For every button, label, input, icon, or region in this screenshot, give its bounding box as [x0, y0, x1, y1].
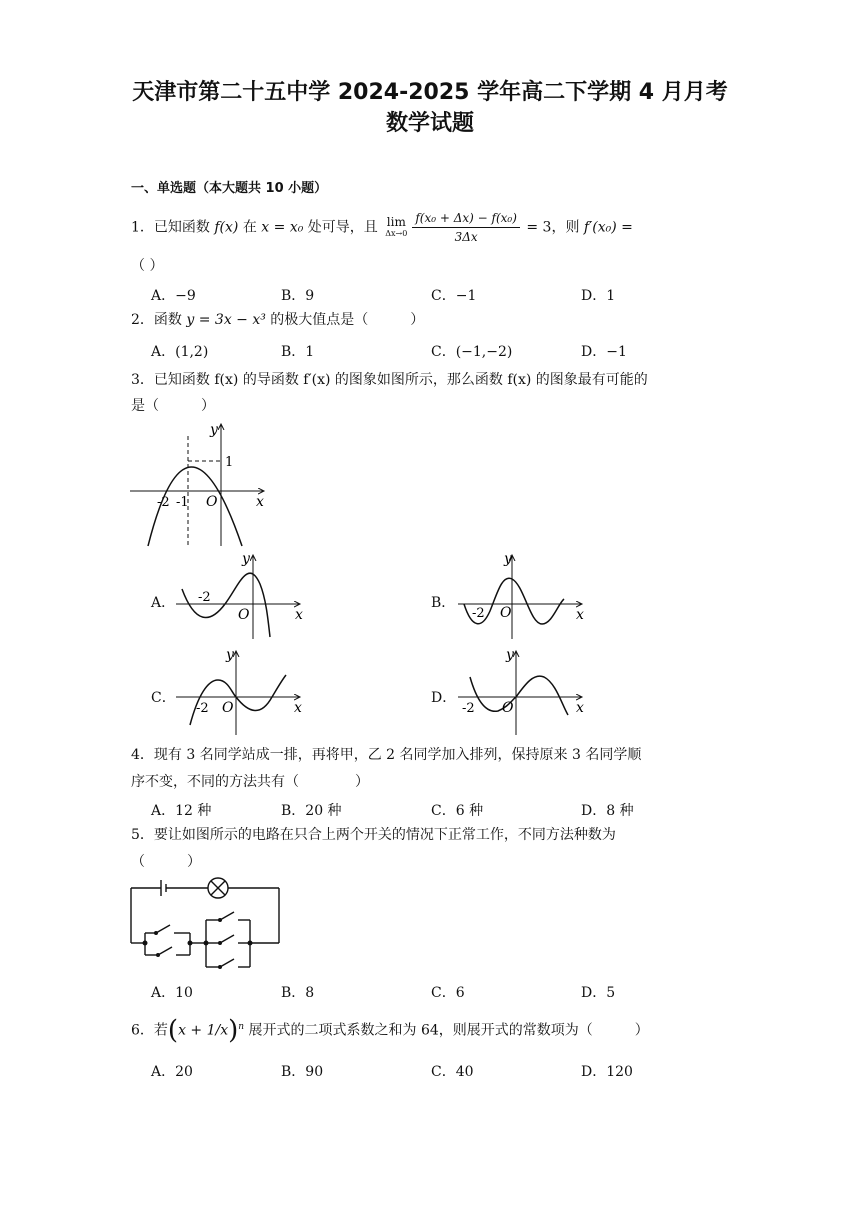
question-5-line2: （ ）	[131, 854, 201, 870]
q5-option-b[interactable]: B．8	[281, 985, 315, 1001]
tick-label-m2: -2	[157, 495, 170, 510]
svg-text:x: x	[576, 700, 584, 716]
svg-text:O: O	[502, 700, 514, 716]
svg-text:y: y	[226, 647, 234, 663]
q5-option-d[interactable]: D．5	[581, 985, 616, 1001]
q6-option-a[interactable]: A．20	[151, 1064, 193, 1080]
question-3-line2: 是（ ）	[131, 398, 215, 414]
axis-label-y: y	[210, 422, 218, 438]
svg-text:y: y	[242, 551, 250, 567]
question-number: 4．	[131, 747, 154, 763]
q3-option-c[interactable]: C．	[151, 690, 176, 706]
q4-option-b[interactable]: B．20 种	[281, 803, 342, 819]
q3-option-c-graph[interactable]	[170, 645, 310, 737]
q3-option-b-graph[interactable]	[452, 549, 592, 641]
q4-option-c[interactable]: C．6 种	[431, 803, 484, 819]
question-4-line2: 序不变，不同的方法共有（ ）	[131, 774, 369, 790]
section-heading: 一、单选题（本大题共 10 小题）	[131, 181, 328, 196]
exam-title-line2: 数学试题	[385, 111, 474, 136]
question-number: 1．	[131, 219, 154, 236]
question-5-line1: 5．要让如图所示的电路在只合上两个开关的情况下正常工作，不同方法种数为	[131, 827, 616, 843]
q3-option-a-graph[interactable]	[170, 549, 310, 641]
q2-option-d[interactable]: D．−1	[581, 344, 627, 360]
circuit-diagram	[128, 875, 283, 973]
origin-label: O	[206, 494, 218, 510]
q1-option-b[interactable]: B．9	[281, 288, 315, 304]
q4-option-a[interactable]: A．12 种	[151, 803, 212, 819]
q3-option-d-graph[interactable]	[452, 645, 592, 737]
q5-option-a[interactable]: A．10	[151, 985, 193, 1001]
q1-option-c[interactable]: C．−1	[431, 288, 477, 304]
svg-text:-2: -2	[462, 701, 475, 716]
q4-option-d[interactable]: D．8 种	[581, 803, 634, 819]
limit-fraction: $\frac{\text{f(x₀ + Δx) − f(x₀)}}{3\Delta x}$	[412, 209, 520, 246]
svg-text:O: O	[222, 700, 234, 716]
tick-label-m1: -1	[176, 495, 189, 510]
svg-text:x: x	[294, 700, 302, 716]
limit-operator: lim Δx→0	[385, 214, 408, 238]
q2-option-b[interactable]: B．1	[281, 344, 315, 360]
question-4-line1: 4．现有 3 名同学站成一排，再将甲，乙 2 名同学加入排列，保持原来 3 名同学顺	[131, 747, 642, 763]
q2-option-a[interactable]: A．(1,2)	[151, 344, 209, 360]
q6-option-d[interactable]: D．120	[581, 1064, 633, 1080]
question-number: 6．	[131, 1022, 154, 1039]
question-6: 6．若$(x + 1/x)^n$ 展开式的二项式系数之和为 64，则展开式的常数项为（ ）	[131, 1015, 649, 1046]
q5-option-c[interactable]: C．6	[431, 985, 465, 1001]
question-number: 5．	[131, 827, 154, 843]
question-3-line1: 3．已知函数 f(x) 的导函数 f′(x) 的图象如图所示，那么函数 f(x) 的图象最有可能的	[131, 372, 648, 388]
axis-label-x: x	[256, 494, 264, 510]
tick-label-one: 1	[225, 455, 234, 470]
question-number: 2．	[131, 312, 154, 328]
svg-text:O: O	[500, 605, 512, 621]
q3-option-d[interactable]: D．	[431, 690, 457, 706]
svg-text:O: O	[238, 607, 250, 623]
q1-option-a[interactable]: A．−9	[151, 288, 196, 304]
svg-text:-2: -2	[198, 590, 211, 605]
svg-text:-2: -2	[472, 606, 485, 621]
q6-option-c[interactable]: C．40	[431, 1064, 474, 1080]
q2-option-c[interactable]: C．(−1,−2)	[431, 344, 513, 360]
exam-title-line1: 天津市第二十五中学 2024-2025 学年高二下学期 4 月月考	[132, 80, 728, 105]
svg-text:x: x	[295, 607, 303, 623]
svg-text:y: y	[504, 551, 512, 567]
svg-text:-2: -2	[196, 701, 209, 716]
derivative-graph	[126, 418, 271, 550]
svg-text:x: x	[576, 607, 584, 623]
question-2: 2．函数 y = 3x − x³ 的极大值点是（ ）	[131, 312, 425, 328]
q3-option-a[interactable]: A．	[151, 595, 176, 611]
q6-option-b[interactable]: B．90	[281, 1064, 324, 1080]
binomial-expression: x + 1/x	[178, 1022, 229, 1039]
question-number: 3．	[131, 372, 154, 388]
q3-option-b[interactable]: B．	[431, 595, 456, 611]
q1-option-d[interactable]: D．1	[581, 288, 616, 304]
question-1-answer-blank: （ ）	[131, 258, 164, 274]
question-1: 1．已知函数 f(x) 在 x = x₀ 处可导，且 lim Δx→0 $\frac{\text{f(x₀ + Δx) − f(x₀)}}{3\Delta x}$ = 3，则 f′(x₀) =	[131, 211, 633, 244]
svg-text:y: y	[506, 647, 514, 663]
